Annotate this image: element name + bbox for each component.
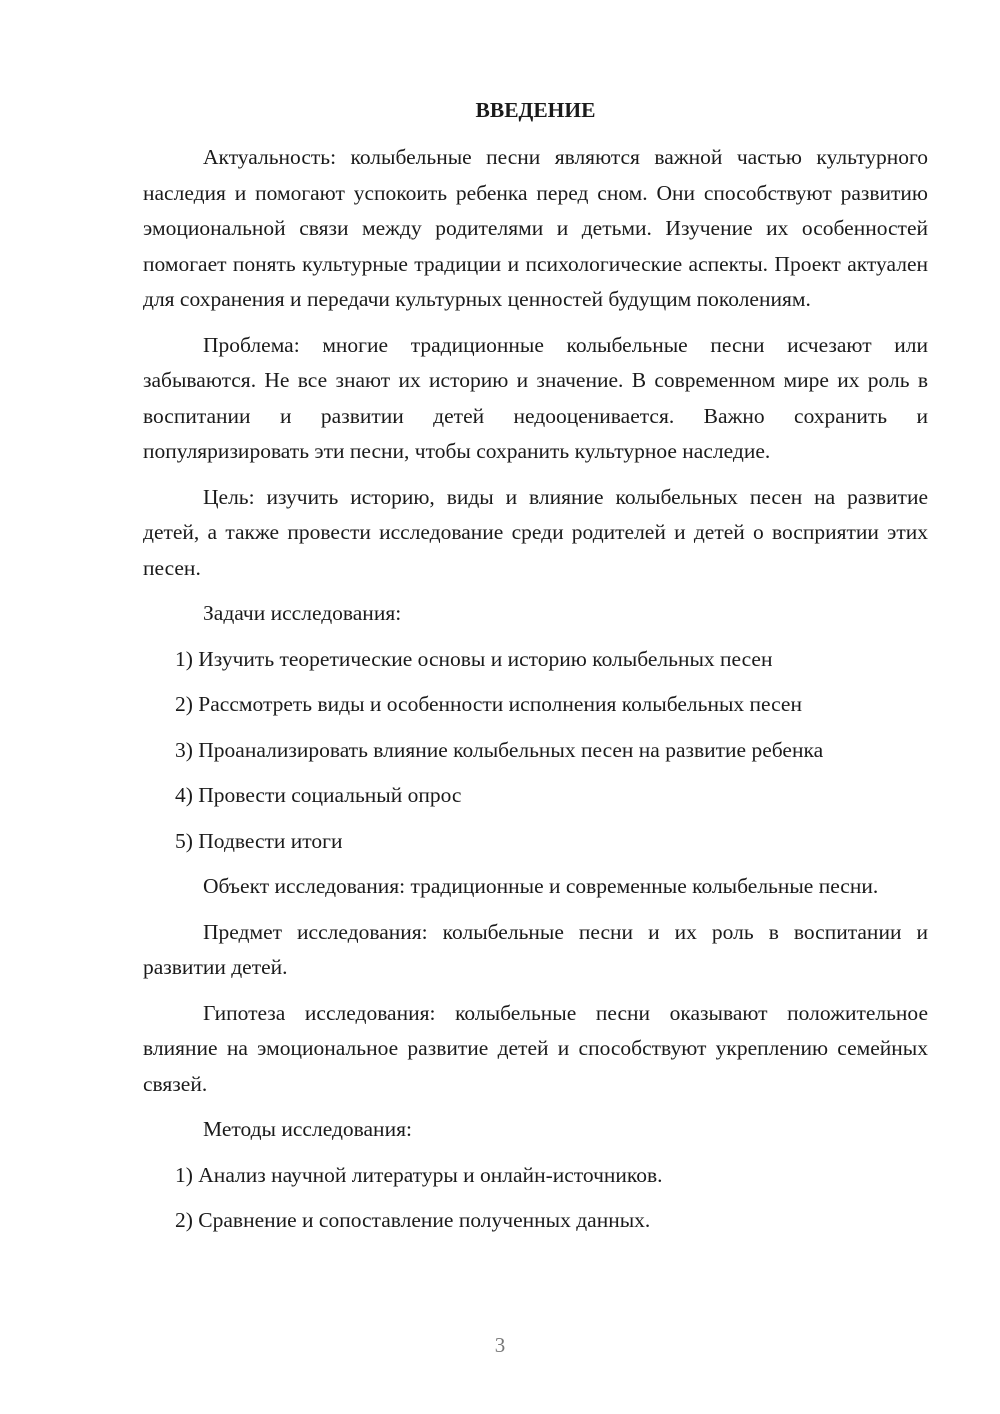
methods-heading: Методы исследования: xyxy=(203,1117,412,1141)
section-title: ВВЕДЕНИЕ xyxy=(475,98,596,122)
method-item: 2) Сравнение и сопоставление полученных данных. xyxy=(175,1208,651,1232)
hypothesis-paragraph: Гипотеза исследования: колыбельные песни оказывают положительное влияние на эмоциональное развитие детей и способствуют укреплению семейных связей. xyxy=(143,1000,928,1096)
document-page xyxy=(143,92,928,1249)
problem-paragraph: Проблема: многие традиционные колыбельные песни исчезают или забываются. Не все знают их историю и значение. В современном мире их роль в воспитании и развитии детей недооценивается. Важно сохранить и популяризировать эти песни, чтобы сохранить культурное наследие. xyxy=(143,332,928,463)
goal-paragraph: Цель: изучить историю, виды и влияние колыбельных песен на развитие детей, а также провести исследование среди родителей и детей о восприятии этих песен. xyxy=(143,484,928,580)
relevance-paragraph: Актуальность: колыбельные песни являются важной частью культурного наследия и помогают успокоить ребенка перед сном. Они способствуют развитию эмоциональной связи между родителями и детьми. Изучение их особенностей помогает понять культурные традиции и психологические аспекты. Проект актуален для сохранения и передачи культурных ценностей будущим поколениям. xyxy=(143,145,928,311)
page-number: 3 xyxy=(494,1333,506,1357)
task-item: 2) Рассмотреть виды и особенности исполнения колыбельных песен xyxy=(175,692,802,716)
method-item: 1) Анализ научной литературы и онлайн-источников. xyxy=(175,1162,663,1187)
task-item: 5) Подвести итоги xyxy=(175,828,343,853)
tasks-heading: Задачи исследования: xyxy=(203,601,402,625)
task-item: 4) Провести социальный опрос xyxy=(175,783,462,807)
task-item: 3) Проанализировать влияние колыбельных песен на развитие ребенка xyxy=(175,737,824,762)
subject-paragraph: Предмет исследования: колыбельные песни и их роль в воспитании и развитии детей. xyxy=(143,919,928,979)
task-item: 1) Изучить теоретические основы и историю колыбельных песен xyxy=(175,646,773,671)
object-paragraph: Объект исследования: традиционные и современные колыбельные песни. xyxy=(203,874,879,898)
